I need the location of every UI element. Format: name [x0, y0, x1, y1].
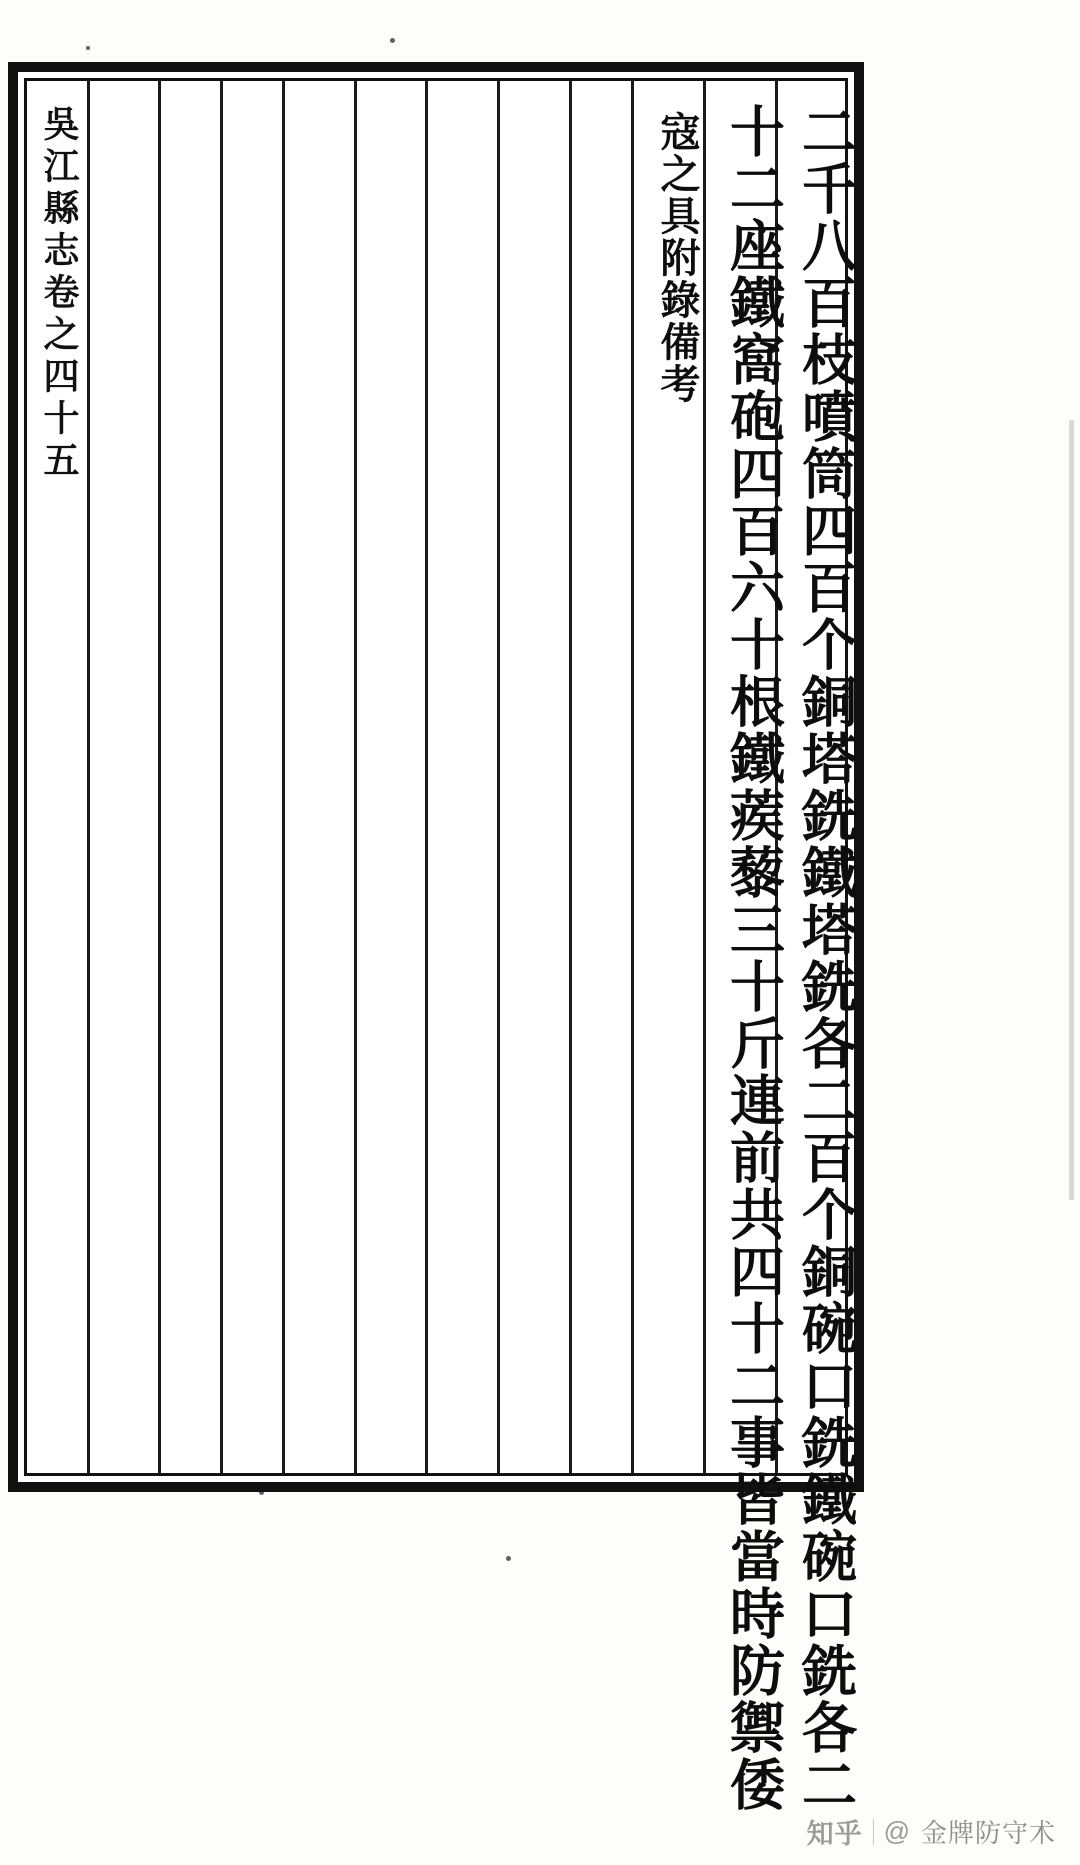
column-rule: [569, 81, 572, 1473]
column-rule: [354, 81, 357, 1473]
column-rule: [87, 81, 90, 1473]
watermark-divider: [873, 1819, 874, 1845]
text-column-1: 二千八百枝噴筒四百个銅塔銑鐵塔銑各二百个銅碗口銑鐵碗口銑各二: [793, 103, 858, 1813]
column-rule: [282, 81, 285, 1473]
column-rule: [158, 81, 161, 1473]
column-rule: [631, 81, 634, 1473]
scrollbar-artifact[interactable]: [1069, 420, 1074, 1200]
watermark: [807, 1812, 1056, 1851]
column-rule: [703, 81, 706, 1473]
text-column-3: 寇之具附錄備考: [654, 111, 701, 405]
column-rule: [220, 81, 223, 1473]
paper-speck: [506, 1556, 511, 1561]
watermark-username: 金牌防守术: [920, 1818, 1056, 1848]
text-column-2: 十二座鐵窩砲四百六十根鐵蒺藜三十斤連前共四十二事皆當時防禦倭: [721, 103, 786, 1813]
volume-title: 吳江縣志卷之四十五: [38, 105, 80, 483]
printed-border-inner: [24, 78, 858, 1813]
zhihu-logo: 知乎: [806, 1819, 863, 1849]
printed-border: [8, 62, 864, 1813]
paper-speck: [390, 38, 395, 43]
column-rule: [497, 81, 500, 1473]
watermark-at-symbol: @: [883, 1816, 911, 1846]
paper-speck: [86, 46, 90, 50]
column-rule: [425, 81, 428, 1473]
